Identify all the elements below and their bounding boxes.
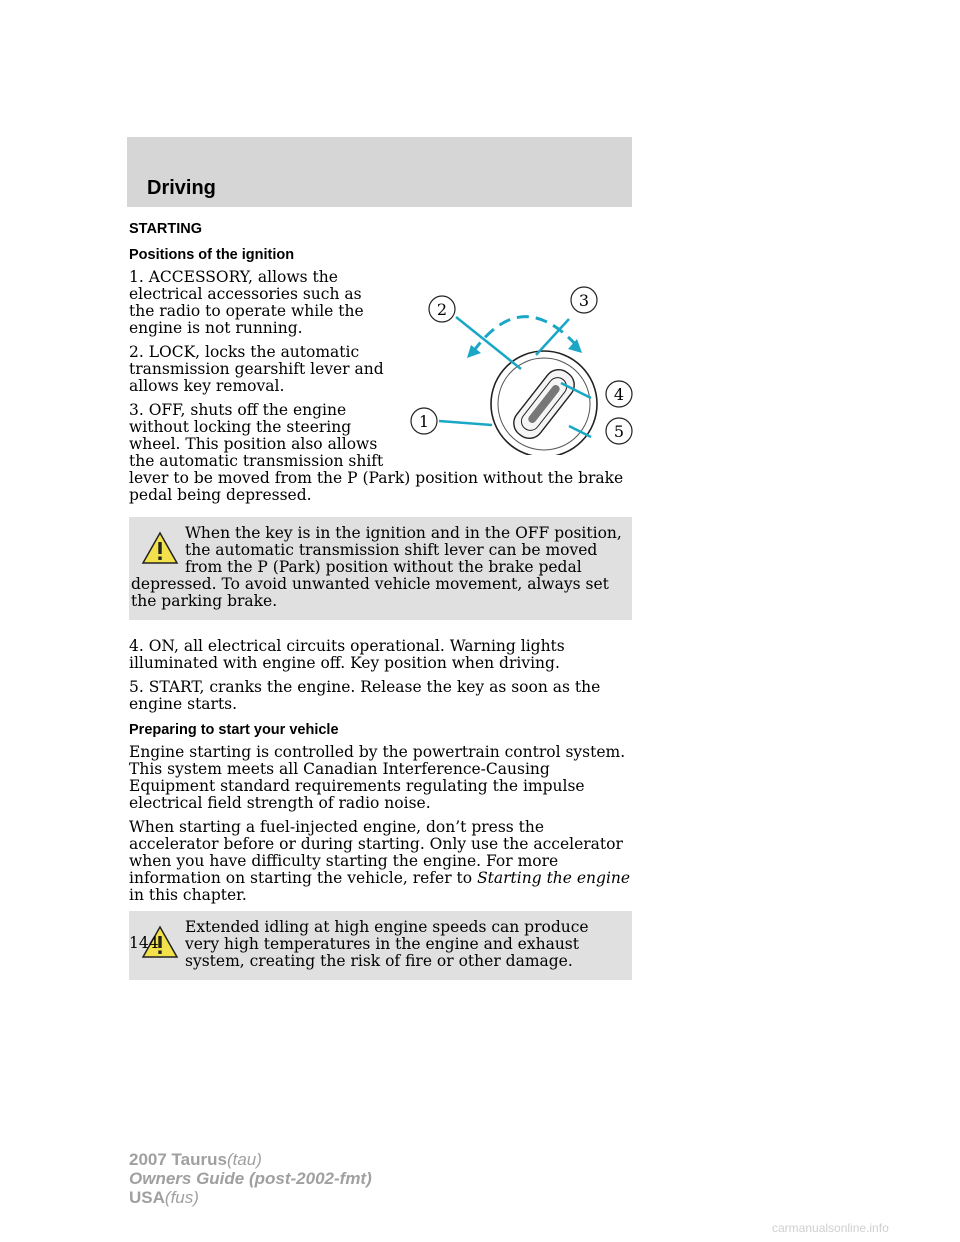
section-header [127, 137, 632, 207]
warning-box-idling [129, 911, 632, 980]
label-3 [571, 287, 597, 313]
watermark: carmanualsonline.info [772, 1221, 889, 1235]
arrow-right-icon [568, 339, 582, 353]
preparing-text-end: in this chapter. [129, 886, 247, 904]
footer-region: USA [129, 1188, 165, 1207]
starting-engine-link: Starting the engine [477, 869, 631, 887]
label-5 [606, 418, 632, 444]
preparing-paragraph-2 [129, 819, 632, 904]
section-title: STARTING [129, 221, 203, 237]
footer-guide: Owners Guide (post-2002-fmt) [129, 1169, 372, 1188]
ignition-diagram [391, 265, 646, 455]
page-content [129, 221, 632, 998]
rotation-arc [473, 317, 576, 352]
warning-text-off-position: When the key is in the ignition and in the OFF position, the automatic transmission shift lever can be moved from the P (Park) position without the brake pedal depressed. To avoid unwanted vehicle movement, always set the parking brake. [131, 524, 622, 610]
header-title: Driving [147, 177, 216, 199]
ignition-item-accessory: 1. ACCESSORY, allows the electrical accessories such as the radio to operate while the engine is not running. [129, 268, 364, 337]
page-number: 144 [129, 934, 159, 952]
warning-box-off-position [129, 517, 632, 620]
label-4 [606, 381, 632, 407]
footer [129, 1150, 372, 1207]
svg-text:3: 3 [578, 291, 590, 310]
footer-model: 2007 Taurus [129, 1150, 227, 1169]
footer-region-code: (fus) [164, 1188, 199, 1207]
ignition-item-lock: 2. LOCK, locks the automatic transmission gearshift lever and allows key removal. [129, 343, 384, 395]
ignition-item-start: 5. START, cranks the engine. Release the key as soon as the engine starts. [129, 678, 601, 713]
label-2 [429, 296, 455, 322]
svg-text:4: 4 [613, 385, 625, 404]
warning-triangle-icon [141, 531, 179, 565]
svg-text:1: 1 [418, 412, 430, 431]
preparing-text: When starting a fuel-injected engine, don’t press the accelerator before or during starting. Only use the accelerator when you have difficulty starting the engine. For more information on starting the vehicle, refer to [129, 818, 623, 887]
svg-text:5: 5 [613, 422, 625, 441]
footer-model-code: (tau) [226, 1150, 262, 1169]
preparing-paragraph-1: Engine starting is controlled by the powertrain control system. This system meets all Canadian Interference-Causing Equipment standard requirements regulating the impulse electrical field strength of radio noise. [129, 743, 626, 812]
ignition-heading: Positions of the ignition [129, 247, 295, 263]
label-1 [411, 408, 437, 434]
ignition-item-on: 4. ON, all electrical circuits operational. Warning lights illuminated with engine off. Key position when driving. [129, 637, 565, 672]
preparing-heading: Preparing to start your vehicle [129, 722, 339, 738]
svg-text:2: 2 [436, 300, 448, 319]
ignition-item-off: 3. OFF, shuts off the engine without locking the steering wheel. This position also allows the automatic transmission shift lever to be moved from the P (Park) position without the brake pedal being depressed. [129, 401, 624, 504]
arrow-left-icon [467, 345, 481, 358]
warning-text-idling: Extended idling at high engine speeds can produce very high temperatures in the engine and exhaust system, creating the risk of fire or other damage. [185, 918, 589, 970]
